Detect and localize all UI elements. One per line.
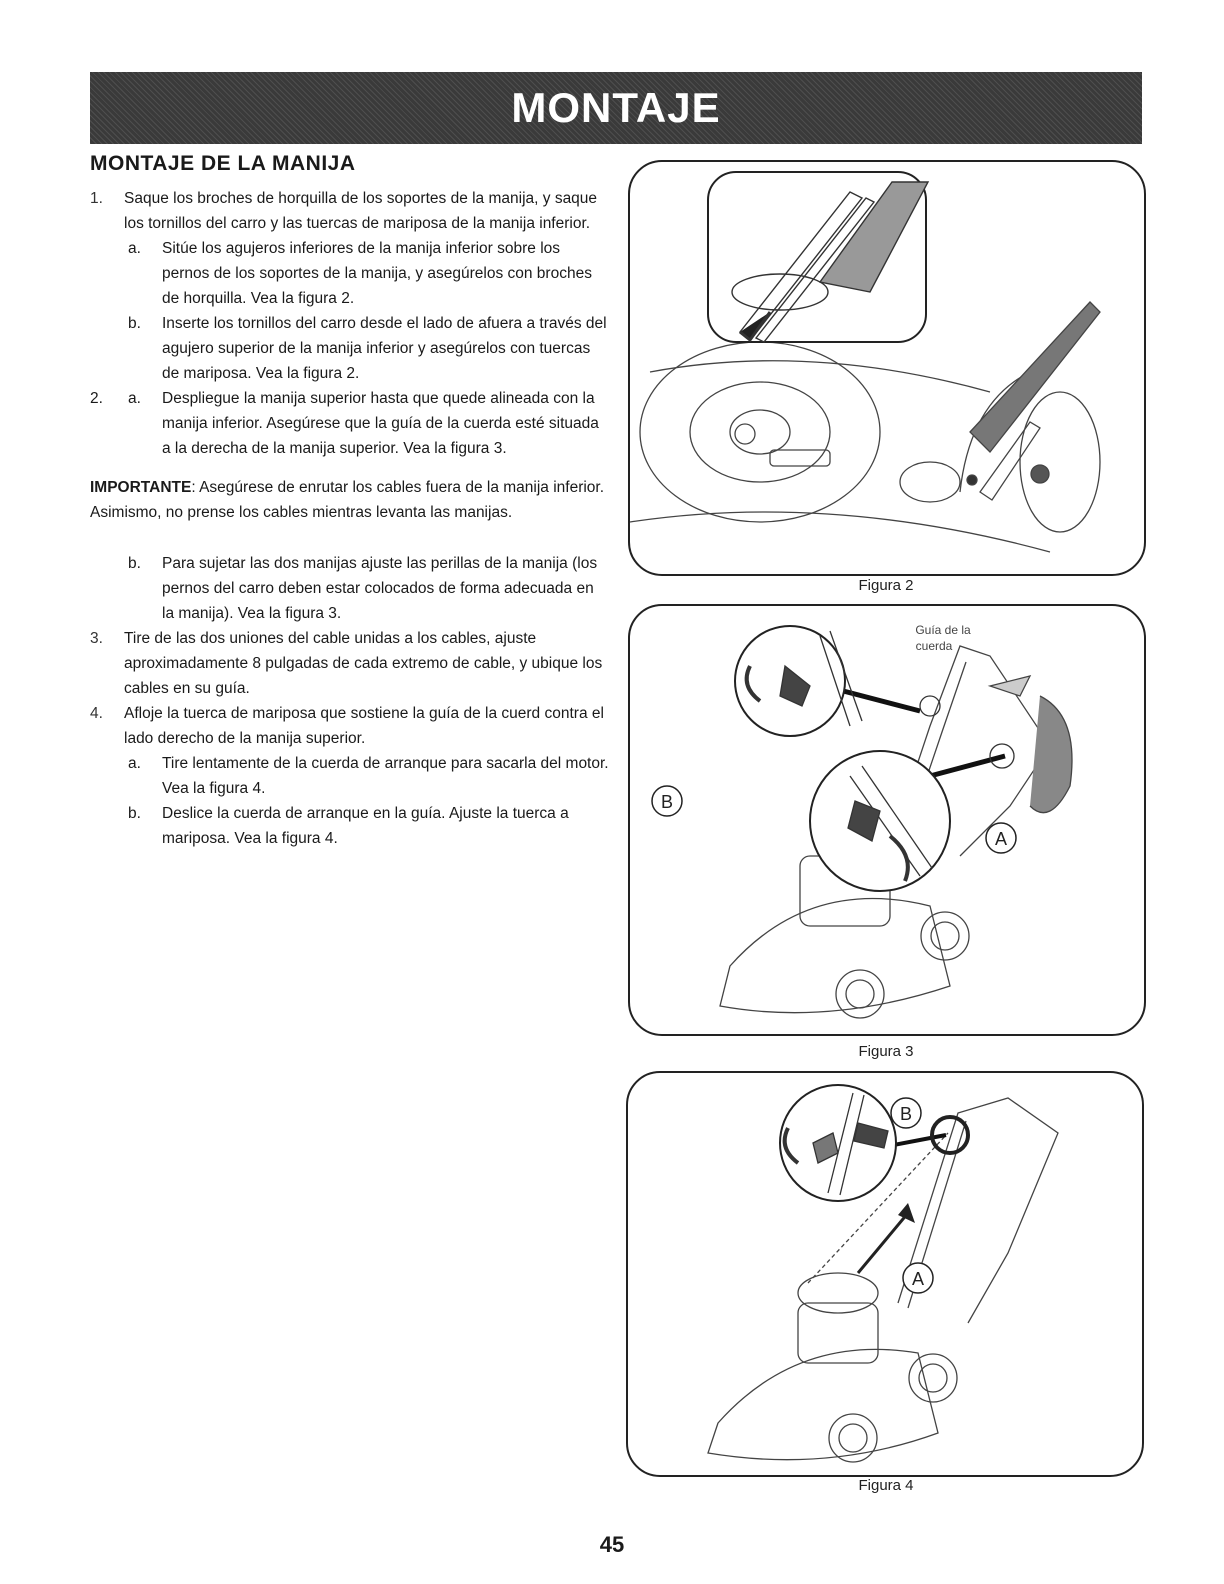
step-3: 3. Tire de las dos uniones del cable unidas a los cables, ajuste aproximadamente 8 pulgadas de cada extremo de cable, y ubique los cables en su guía. <box>90 630 603 697</box>
step-4b: b. Deslice la cuerda de arranque en la guía. Ajuste la tuerca a mariposa. Vea la figura 4. <box>128 805 569 847</box>
banner-title: MONTAJE <box>511 84 721 131</box>
figure-2-frame <box>628 160 1146 576</box>
step-2a: 2. a. Despliegue la manija superior hasta que quede alineada con la manija inferior. Asegúrese que la guía de la cuerda esté situada a la derecha de la manija superior. Vea la figura 3. <box>90 390 599 457</box>
step-2b: b. Para sujetar las dos manijas ajuste las perillas de la manija (los pernos del carro deben estar colocados de forma adecuada en la manija). Vea la figura 3. <box>128 555 598 622</box>
figure-4-frame <box>626 1071 1144 1477</box>
step-4a: a. Tire lentamente de la cuerda de arranque para sacarla del motor. Vea la figura 4. <box>128 755 609 797</box>
figure-2-caption: Figura 2 <box>858 577 914 594</box>
figure-4-illustration <box>628 1073 1142 1475</box>
section-banner <box>90 72 1142 144</box>
figure-3-guide-label-2: cuerda <box>915 639 953 653</box>
figure-4-label-b: B <box>899 1104 913 1124</box>
figure-4-label-a: A <box>911 1269 925 1289</box>
important-label: IMPORTANTE <box>90 479 192 496</box>
important-text: : Asegúrese de enrutar los cables fuera de la manija inferior. Asimismo, no prense los cables mientras levanta las manijas. <box>90 479 605 521</box>
figure-3-label-b: B <box>660 792 674 812</box>
page-number: 45 <box>599 1532 625 1557</box>
figure-3-guide-label-1: Guía de la <box>915 623 971 637</box>
figure-3-caption: Figura 3 <box>858 1043 914 1060</box>
important-note <box>90 475 610 525</box>
section-title: MONTAJE DE LA MANIJA <box>90 152 356 175</box>
step-1: 1. Saque los broches de horquilla de los soportes de la manija, y saque los tornillos del carro y las tuercas de mariposa de la manija inferior. <box>90 190 598 232</box>
figure-3-frame <box>628 604 1146 1036</box>
step-4: 4. Afloje la tuerca de mariposa que sostiene la guía de la cuerd contra el lado derecho de la manija superior. <box>90 705 604 747</box>
figure-2-illustration <box>630 162 1144 574</box>
figure-4-caption: Figura 4 <box>858 1477 914 1494</box>
step-1b: b. Inserte los tornillos del carro desde el lado de afuera a través del agujero superior de la manija inferior y asegúrelos con tuercas de mariposa. Vea la figura 2. <box>128 315 607 382</box>
figure-3-label-a: A <box>994 829 1008 849</box>
instructions-column <box>90 152 610 851</box>
figure-3-illustration <box>630 606 1144 1034</box>
step-1a: a. Sitúe los agujeros inferiores de la manija inferior sobre los pernos de los soportes de la manija, y asegúrelos con broches de horquilla. Vea la figura 2. <box>128 240 592 307</box>
